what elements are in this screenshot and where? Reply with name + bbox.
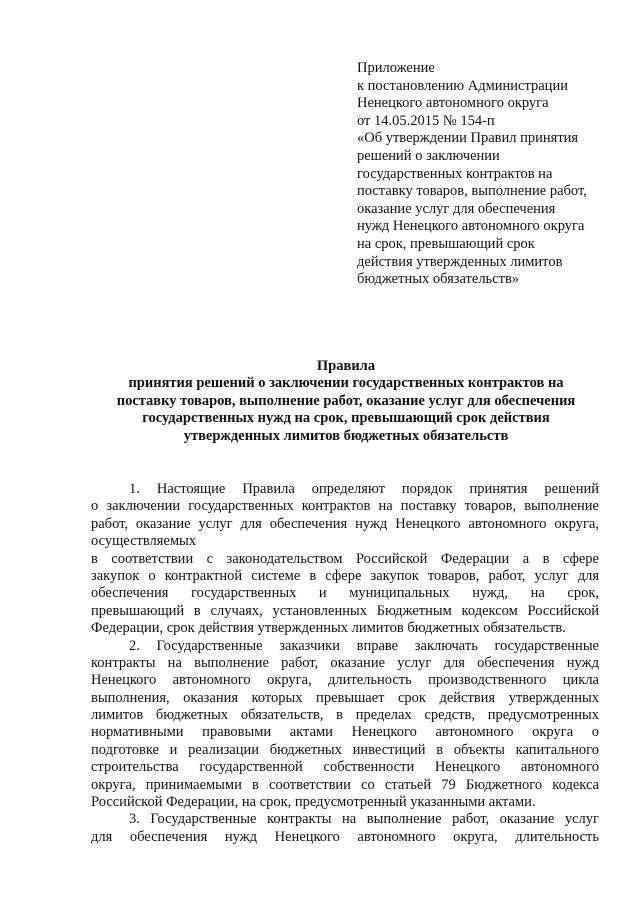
paragraph-2-line: Российской Федерации, на срок, предусмотренный указанными актами.	[91, 794, 536, 811]
paragraph-1-line: закупок о контрактной системе в сфере закупок товаров, работ, услуг для	[91, 567, 599, 584]
title-line: утвержденных лимитов бюджетных обязательств	[183, 427, 509, 444]
appendix-line: к постановлению Администрации	[357, 77, 568, 94]
appendix-line: Ненецкого автономного округа	[357, 95, 549, 112]
paragraph-1-line: 1. Настоящие Правила определяют порядок принятия решений	[129, 481, 599, 497]
paragraph-1-line: работ, оказание услуг для обеспечения нужд Ненецкого автономного округа,	[91, 515, 599, 532]
title-line: Правила	[316, 358, 376, 374]
appendix-line: оказание услуг для обеспечения	[357, 200, 556, 217]
appendix-line: нужд Ненецкого автономного округа	[357, 218, 585, 235]
paragraph-1-line: Федерации, срок действия утвержденных лимитов бюджетных обязательств.	[91, 620, 566, 637]
paragraph-1-line: осуществляемых	[91, 533, 197, 550]
paragraph-2-line: Ненецкого автономного округа, длительность производственного цикла	[91, 672, 599, 689]
paragraph-2-line: контракты на выполнение работ, оказание услуг для обеспечения нужд	[91, 654, 599, 671]
paragraph-2-line: округа, принимаемыми в соответствии со статьей 79 Бюджетного кодекса	[91, 776, 599, 793]
title-line: государственных нужд на срок, превышающий срок действия	[142, 410, 550, 427]
appendix-line: решений о заключении	[357, 147, 500, 164]
appendix-header	[357, 60, 617, 289]
appendix-line: бюджетных обязательств»	[357, 271, 520, 288]
appendix-line: государственных контрактов на	[357, 165, 553, 182]
paragraph-3-line: 3. Государственные контракты на выполнение работ, оказание услуг	[129, 811, 599, 828]
paragraph-2-line: 2. Государственные заказчики вправе заключать государственные	[129, 637, 599, 654]
appendix-line: Приложение	[357, 60, 435, 76]
appendix-line: «Об утверждении Правил принятия	[357, 130, 579, 147]
appendix-line: поставку товаров, выполнение работ,	[357, 183, 587, 200]
paragraph-2-line: строительства государственной собственности Ненецкого автономного	[91, 759, 599, 776]
appendix-line: на срок, превышающий срок	[357, 235, 535, 252]
paragraph-2-line: подготовке и реализации бюджетных инвестиций в объекты капитального	[91, 741, 599, 758]
appendix-line: от 14.05.2015 № 154-п	[357, 112, 495, 129]
document-body	[91, 481, 599, 846]
paragraph-1-line: в соответствии с законодательством Российской Федерации а в сфере	[91, 550, 599, 567]
paragraph-2-line: выполнения, оказания которых превышает срок действия утвержденных	[91, 689, 599, 706]
paragraph-1-line: превышающий в случаях, установленных Бюджетным кодексом Российской	[91, 602, 599, 619]
title-line: принятия решений о заключении государственных контрактов на	[128, 375, 564, 392]
paragraph-2-line: нормативными правовыми актами Ненецкого автономного округа о	[91, 724, 599, 741]
document-title	[90, 358, 602, 445]
paragraph-2-line: лимитов бюджетных обязательств, в пределах средств, предусмотренных	[91, 707, 599, 724]
paragraph-1-line: о заключении государственных контрактов на поставку товаров, выполнение	[91, 498, 599, 515]
paragraph-1-line: обеспечения государственных и муниципальных нужд, на срок,	[91, 585, 599, 602]
title-line: поставку товаров, выполнение работ, оказание услуг для обеспечения	[116, 392, 576, 409]
paragraph-3-line: для обеспечения нужд Ненецкого автономного округа, длительность	[91, 828, 599, 845]
appendix-line: действия утвержденных лимитов	[357, 253, 563, 270]
